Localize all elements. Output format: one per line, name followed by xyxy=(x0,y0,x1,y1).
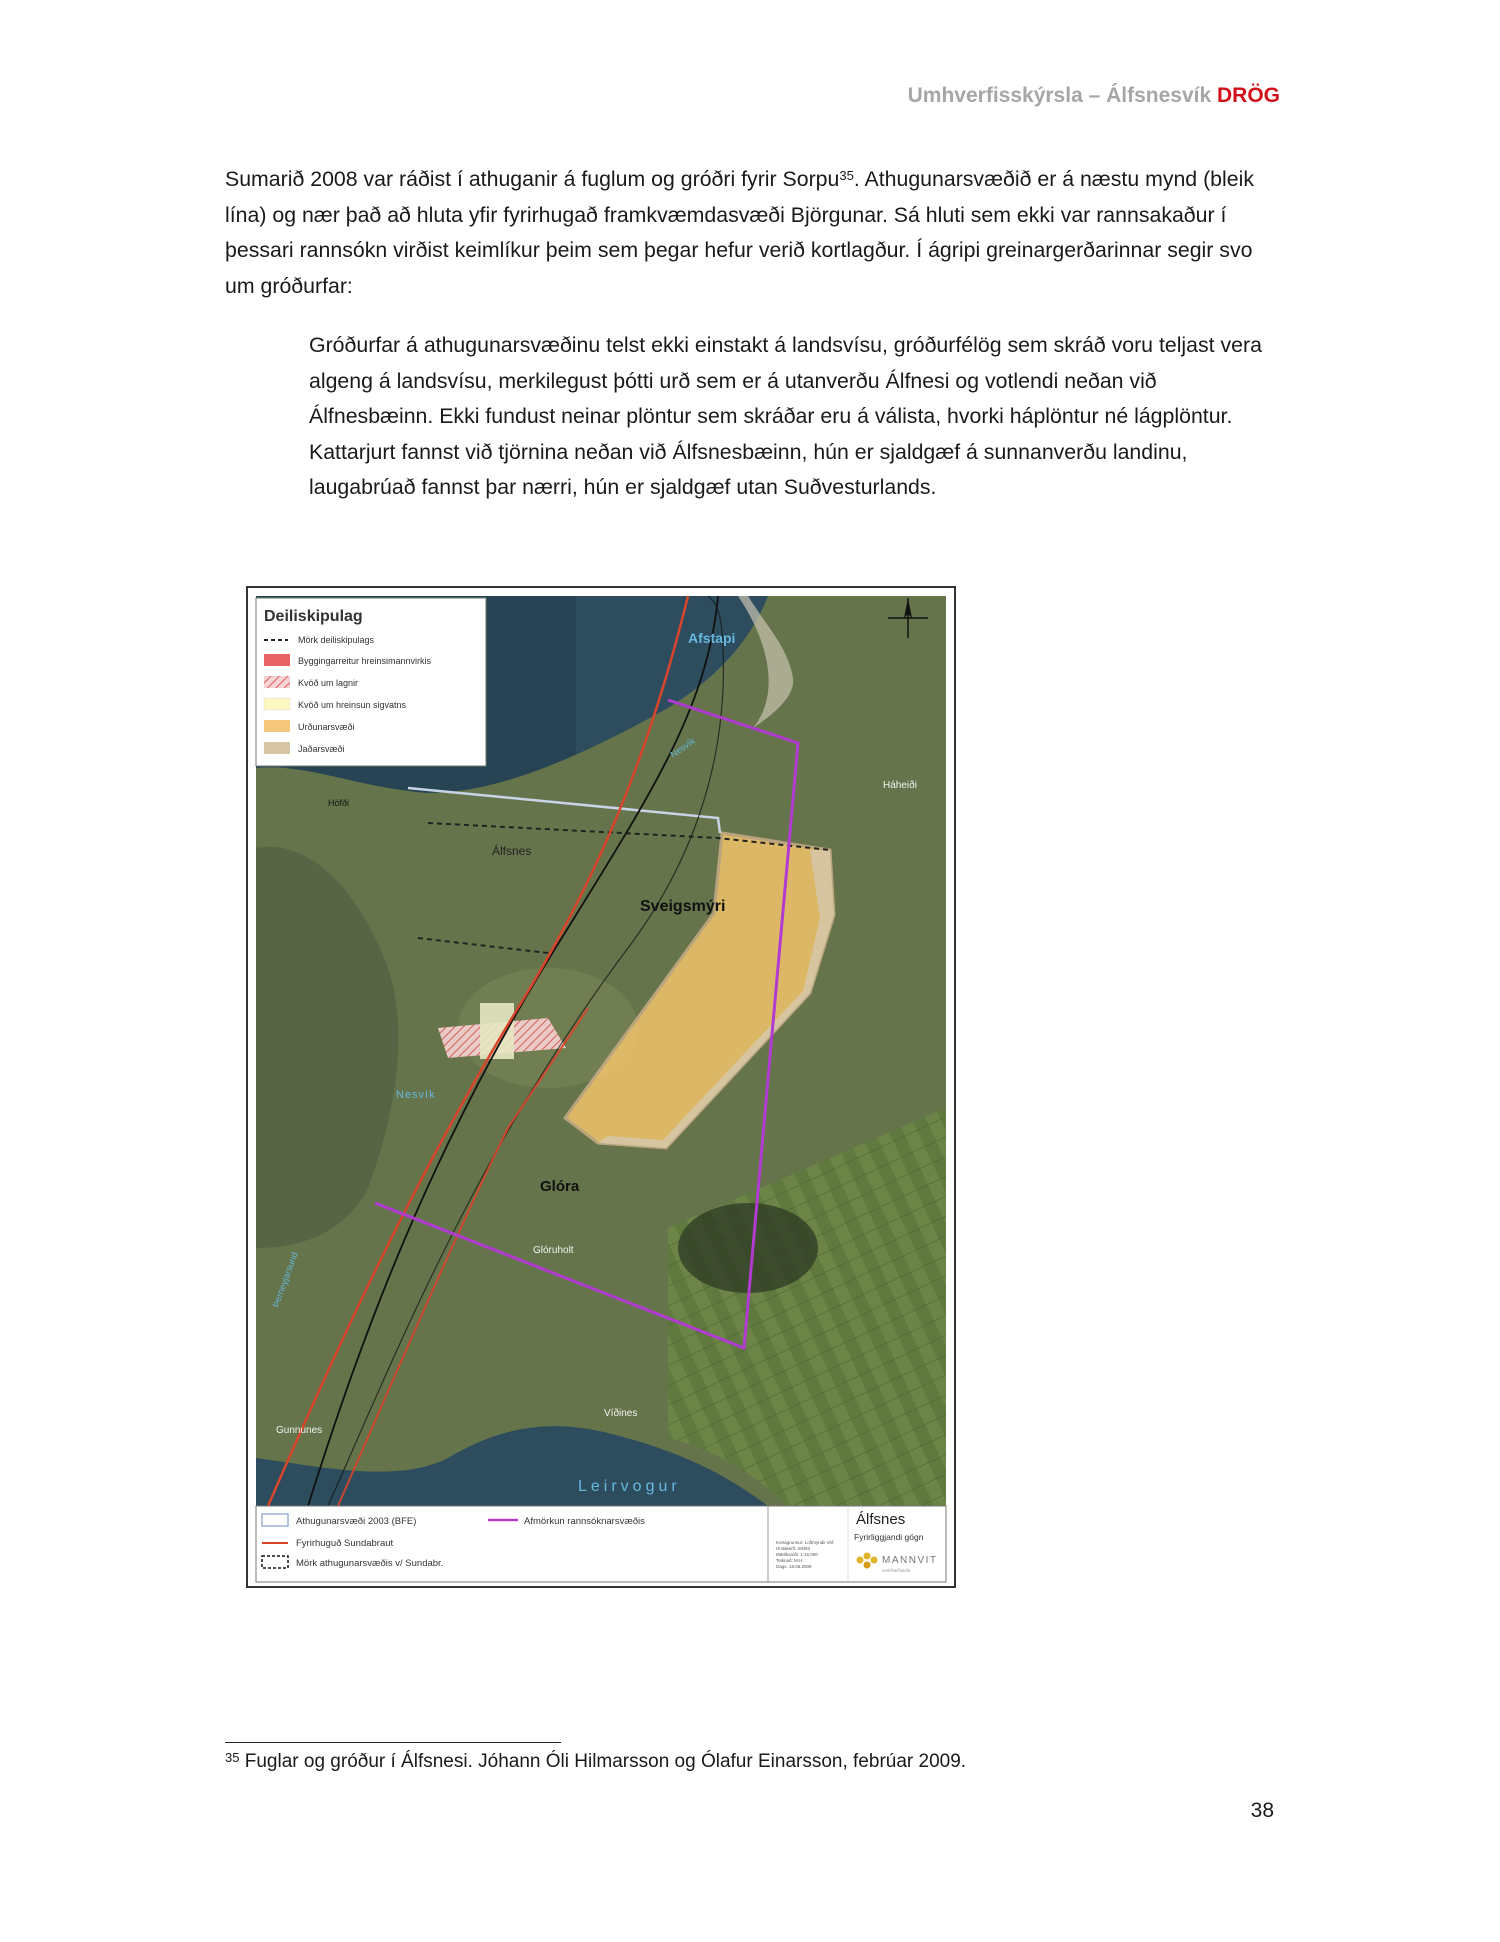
legend-item-boundary: Mörk deiliskipulags xyxy=(298,635,375,645)
header-title: Umhverfisskýrsla – Álfsnesvík xyxy=(907,84,1212,107)
footnote-reference: 35 xyxy=(839,168,854,183)
body-paragraph xyxy=(225,162,1270,304)
map-fine-print-line: Mælikvarði: 1:16.000 xyxy=(776,1552,818,1557)
place-leirvogur: Leirvogur xyxy=(578,1478,681,1495)
legend-item-utilities: Kvöð um lagnir xyxy=(298,678,359,688)
legend-item-study-2003: Athugunarsvæði 2003 (BFE) xyxy=(296,1516,417,1527)
place-gunnunes: Gunnunes xyxy=(276,1425,323,1436)
footnote xyxy=(225,1749,966,1775)
map-figure xyxy=(246,586,956,1588)
legend-item-leachate: Kvöð um hreinsun sigvatns xyxy=(298,700,407,710)
legend-title: Deiliskipulag xyxy=(264,608,363,625)
place-thernuey: Þerneyjarsund xyxy=(270,1250,300,1309)
map-fine-print-line: Teiknað: M.H. xyxy=(776,1558,804,1563)
legend-item-sundabraut: Fyrirhuguð Sundabraut xyxy=(296,1538,394,1549)
legend-item-research-area: Afmörkun rannsóknarsvæðis xyxy=(524,1516,645,1527)
body-paragraph-end: . Athugunarsvæðið er á næstu mynd (bleik lína) og nær það að hluta yfir fyrirhugað framkvæmdasvæði Björgunar. Sá hluti sem ekki var rannsakaður í þessari rannsókn virðist keimlíkur þeim sem þegar hefur verið kortlagður. Í ágripi greinargerðarinnar segir svo um gróðurfar: xyxy=(225,167,1254,298)
map-fine-print-line: Dags. 18.06.2009 xyxy=(776,1564,812,1569)
footnote-text: Fuglar og gróður í Álfsnesi. Jóhann Óli Hilmarsson og Ólafur Einarsson, febrúar 2009. xyxy=(244,1751,967,1772)
place-afstapi: Afstapi xyxy=(688,630,736,646)
page-number: 38 xyxy=(1250,1799,1274,1822)
legend-item-building: Byggingarreitur hreinsimannvirkis xyxy=(298,656,432,666)
mannvit-logo-text: MANNVIT xyxy=(882,1555,938,1566)
body-paragraph-start: Sumarið 2008 var ráðist í athuganir á fuglum og gróðri fyrir Sorpu xyxy=(225,167,840,191)
footnote-separator xyxy=(225,1742,561,1743)
mannvit-logo-subtitle: verkfræðistofa xyxy=(882,1568,911,1573)
map-graphic xyxy=(248,588,954,1586)
place-alfsnes: Álfsnes xyxy=(492,844,532,858)
legend-item-margin: Jaðarsvæði xyxy=(298,744,345,754)
map-legend-bottom xyxy=(256,1506,946,1582)
map-fine-print-line: Hnitakerfi: ISN93 xyxy=(776,1546,811,1551)
map-legend-top xyxy=(256,598,486,766)
place-glora: Glóra xyxy=(540,1178,580,1195)
running-header xyxy=(908,84,1280,108)
block-quote: Gróðurfar á athugunarsvæðinu telst ekki einstakt á landsvísu, gróðurfélög sem skráð voru teljast vera algeng á landsvísu, merkilegust þótti urð sem er á utanverðu Álfnesi og votlendi neðan við Álfnesbæinn. Ekki fundust neinar plöntur sem skráðar eru á válista, hvorki háplöntur né lágplöntur. Kattarjurt fannst við tjörnina neðan við Álfsnesbæinn, hún er sjaldgæf á sunnanverðu landinu, laugabrúað fannst þar nærri, hún er sjaldgæf utan Suðvesturlands. xyxy=(309,333,1262,499)
map-title: Álfsnes xyxy=(856,1511,906,1528)
place-vidines: Víðines xyxy=(604,1408,638,1419)
map-fine-print-line: Kortagrunnur: Loftmyndir ehf. xyxy=(776,1540,835,1545)
place-nesvik: Nesvík xyxy=(396,1089,436,1101)
place-hofdi: Höfði xyxy=(328,798,350,808)
place-sveigsmyri: Sveigsmýri xyxy=(640,898,726,915)
legend-item-sundabraut-study: Mörk athugunarsvæðis v/ Sundabr. xyxy=(296,1558,444,1569)
map-subtitle: Fyrirliggjandi gögn xyxy=(854,1532,924,1542)
legend-item-landfill: Urðunarsvæði xyxy=(298,722,355,732)
place-gloruholt: Glóruholt xyxy=(533,1245,574,1256)
place-haheidi: Háheiði xyxy=(883,780,917,791)
header-draft-label: DRÖG xyxy=(1217,84,1280,107)
footnote-number: 35 xyxy=(225,1750,240,1765)
place-nesvik-top: Nesvík xyxy=(668,735,697,760)
